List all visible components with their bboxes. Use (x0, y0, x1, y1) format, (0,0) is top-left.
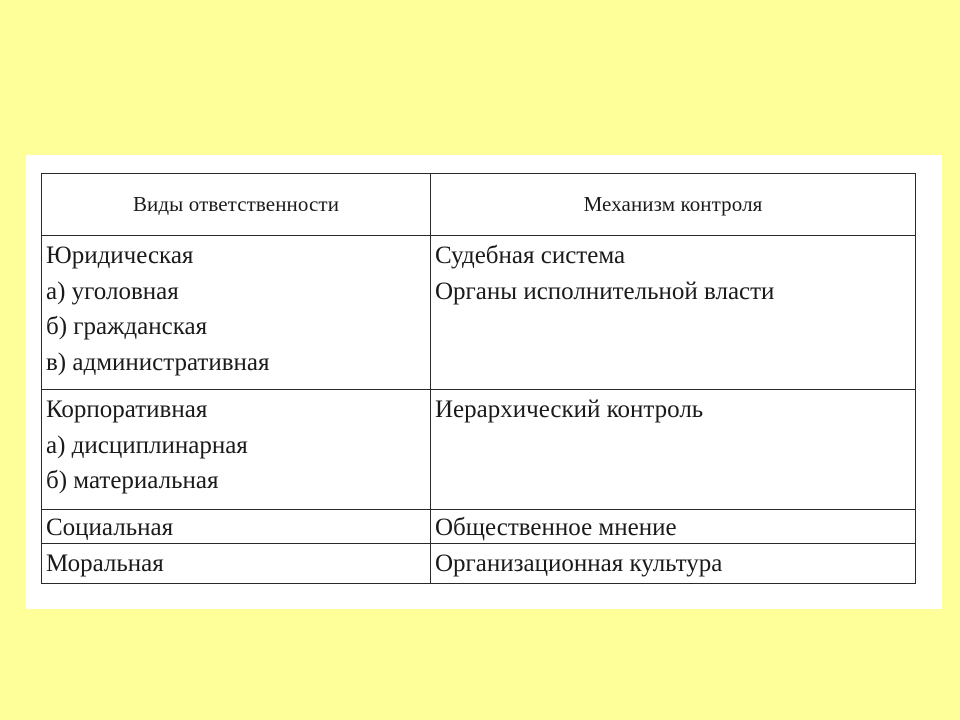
control-line: Органы исполнительной власти (435, 277, 775, 305)
control-cell (431, 544, 916, 584)
type-line: Корпоративная (46, 396, 208, 423)
control-line: Организационная культура (435, 550, 723, 577)
control-line: Судебная система (435, 242, 626, 269)
header-control-mechanism: Механизм контроля (431, 174, 916, 236)
type-line: Моральная (46, 550, 164, 577)
header-responsibility-types: Виды ответственности (42, 174, 431, 236)
type-cell (42, 544, 431, 584)
type-line: а) дисциплинарная (46, 431, 248, 459)
type-cell (42, 390, 431, 510)
table-row (42, 390, 916, 510)
type-line: б) гражданская (46, 313, 208, 340)
type-line: в) административная (46, 348, 270, 376)
control-line: Общественное мнение (435, 514, 677, 541)
control-line: Иерархический контроль (435, 396, 704, 423)
control-cell (431, 236, 916, 390)
control-cell (431, 510, 916, 544)
type-cell (42, 236, 431, 390)
type-cell (42, 510, 431, 544)
type-line: Социальная (46, 514, 174, 541)
table-row (42, 544, 916, 584)
type-line: а) уголовная (46, 277, 179, 305)
table-row (42, 510, 916, 544)
type-line: б) материальная (46, 467, 219, 494)
table-sheet (26, 155, 942, 609)
table-header-row (42, 174, 916, 236)
type-line: Юридическая (46, 242, 194, 269)
table-row (42, 236, 916, 390)
responsibility-table (41, 173, 916, 584)
control-cell (431, 390, 916, 510)
